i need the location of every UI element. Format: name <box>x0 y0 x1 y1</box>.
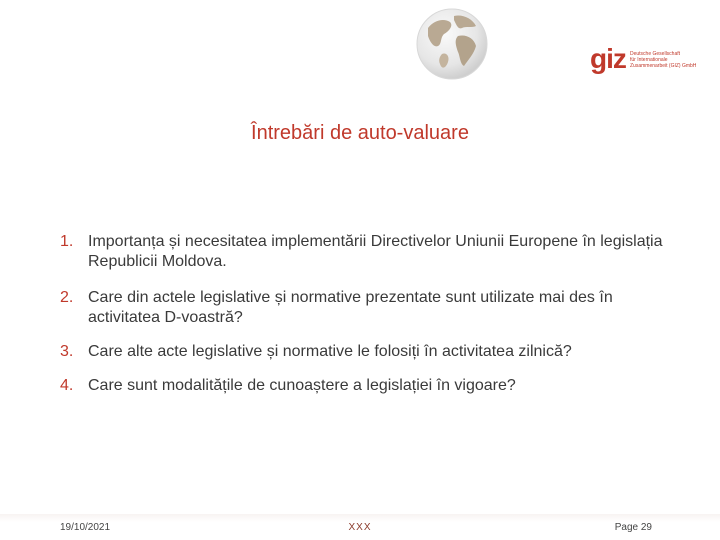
list-item <box>60 288 680 328</box>
page-number: Page 29 <box>614 522 652 533</box>
list-item <box>60 376 680 396</box>
logo-mark: giz <box>590 43 626 74</box>
item-number: 4. <box>60 377 74 394</box>
footer-date: 19/10/2021 <box>60 522 111 533</box>
question-list <box>60 232 680 396</box>
logo-line: Zusammenarbeit (GIZ) GmbH <box>630 63 697 69</box>
item-text: Care alte acte legislative și normative le folosiți în activitatea zilnică? <box>88 343 572 360</box>
logo-text <box>630 51 700 69</box>
item-number: 3. <box>60 343 74 360</box>
footer-center-text: XXX <box>348 522 372 533</box>
globe-icon <box>414 6 490 82</box>
list-item <box>60 232 680 272</box>
item-text: Care din actele legislative și normative prezentate sunt utilizate mai des în activitatea D-voastră? <box>88 289 613 326</box>
list-item <box>60 342 680 362</box>
giz-logo <box>590 44 700 80</box>
item-number: 1. <box>60 233 74 250</box>
item-number: 2. <box>60 289 74 306</box>
logo-line: für Internationale <box>630 57 668 63</box>
item-text: Importanța și necesitatea implementării Directivelor Uniunii Europene în legislația Republicii Moldova. <box>88 233 663 270</box>
slide-title: Întrebări de auto-valuare <box>251 122 469 144</box>
footer-divider <box>0 514 720 522</box>
logo-line: Deutsche Gesellschaft <box>630 51 681 57</box>
item-text: Care sunt modalitățile de cunoaștere a legislației în vigoare? <box>88 377 516 394</box>
